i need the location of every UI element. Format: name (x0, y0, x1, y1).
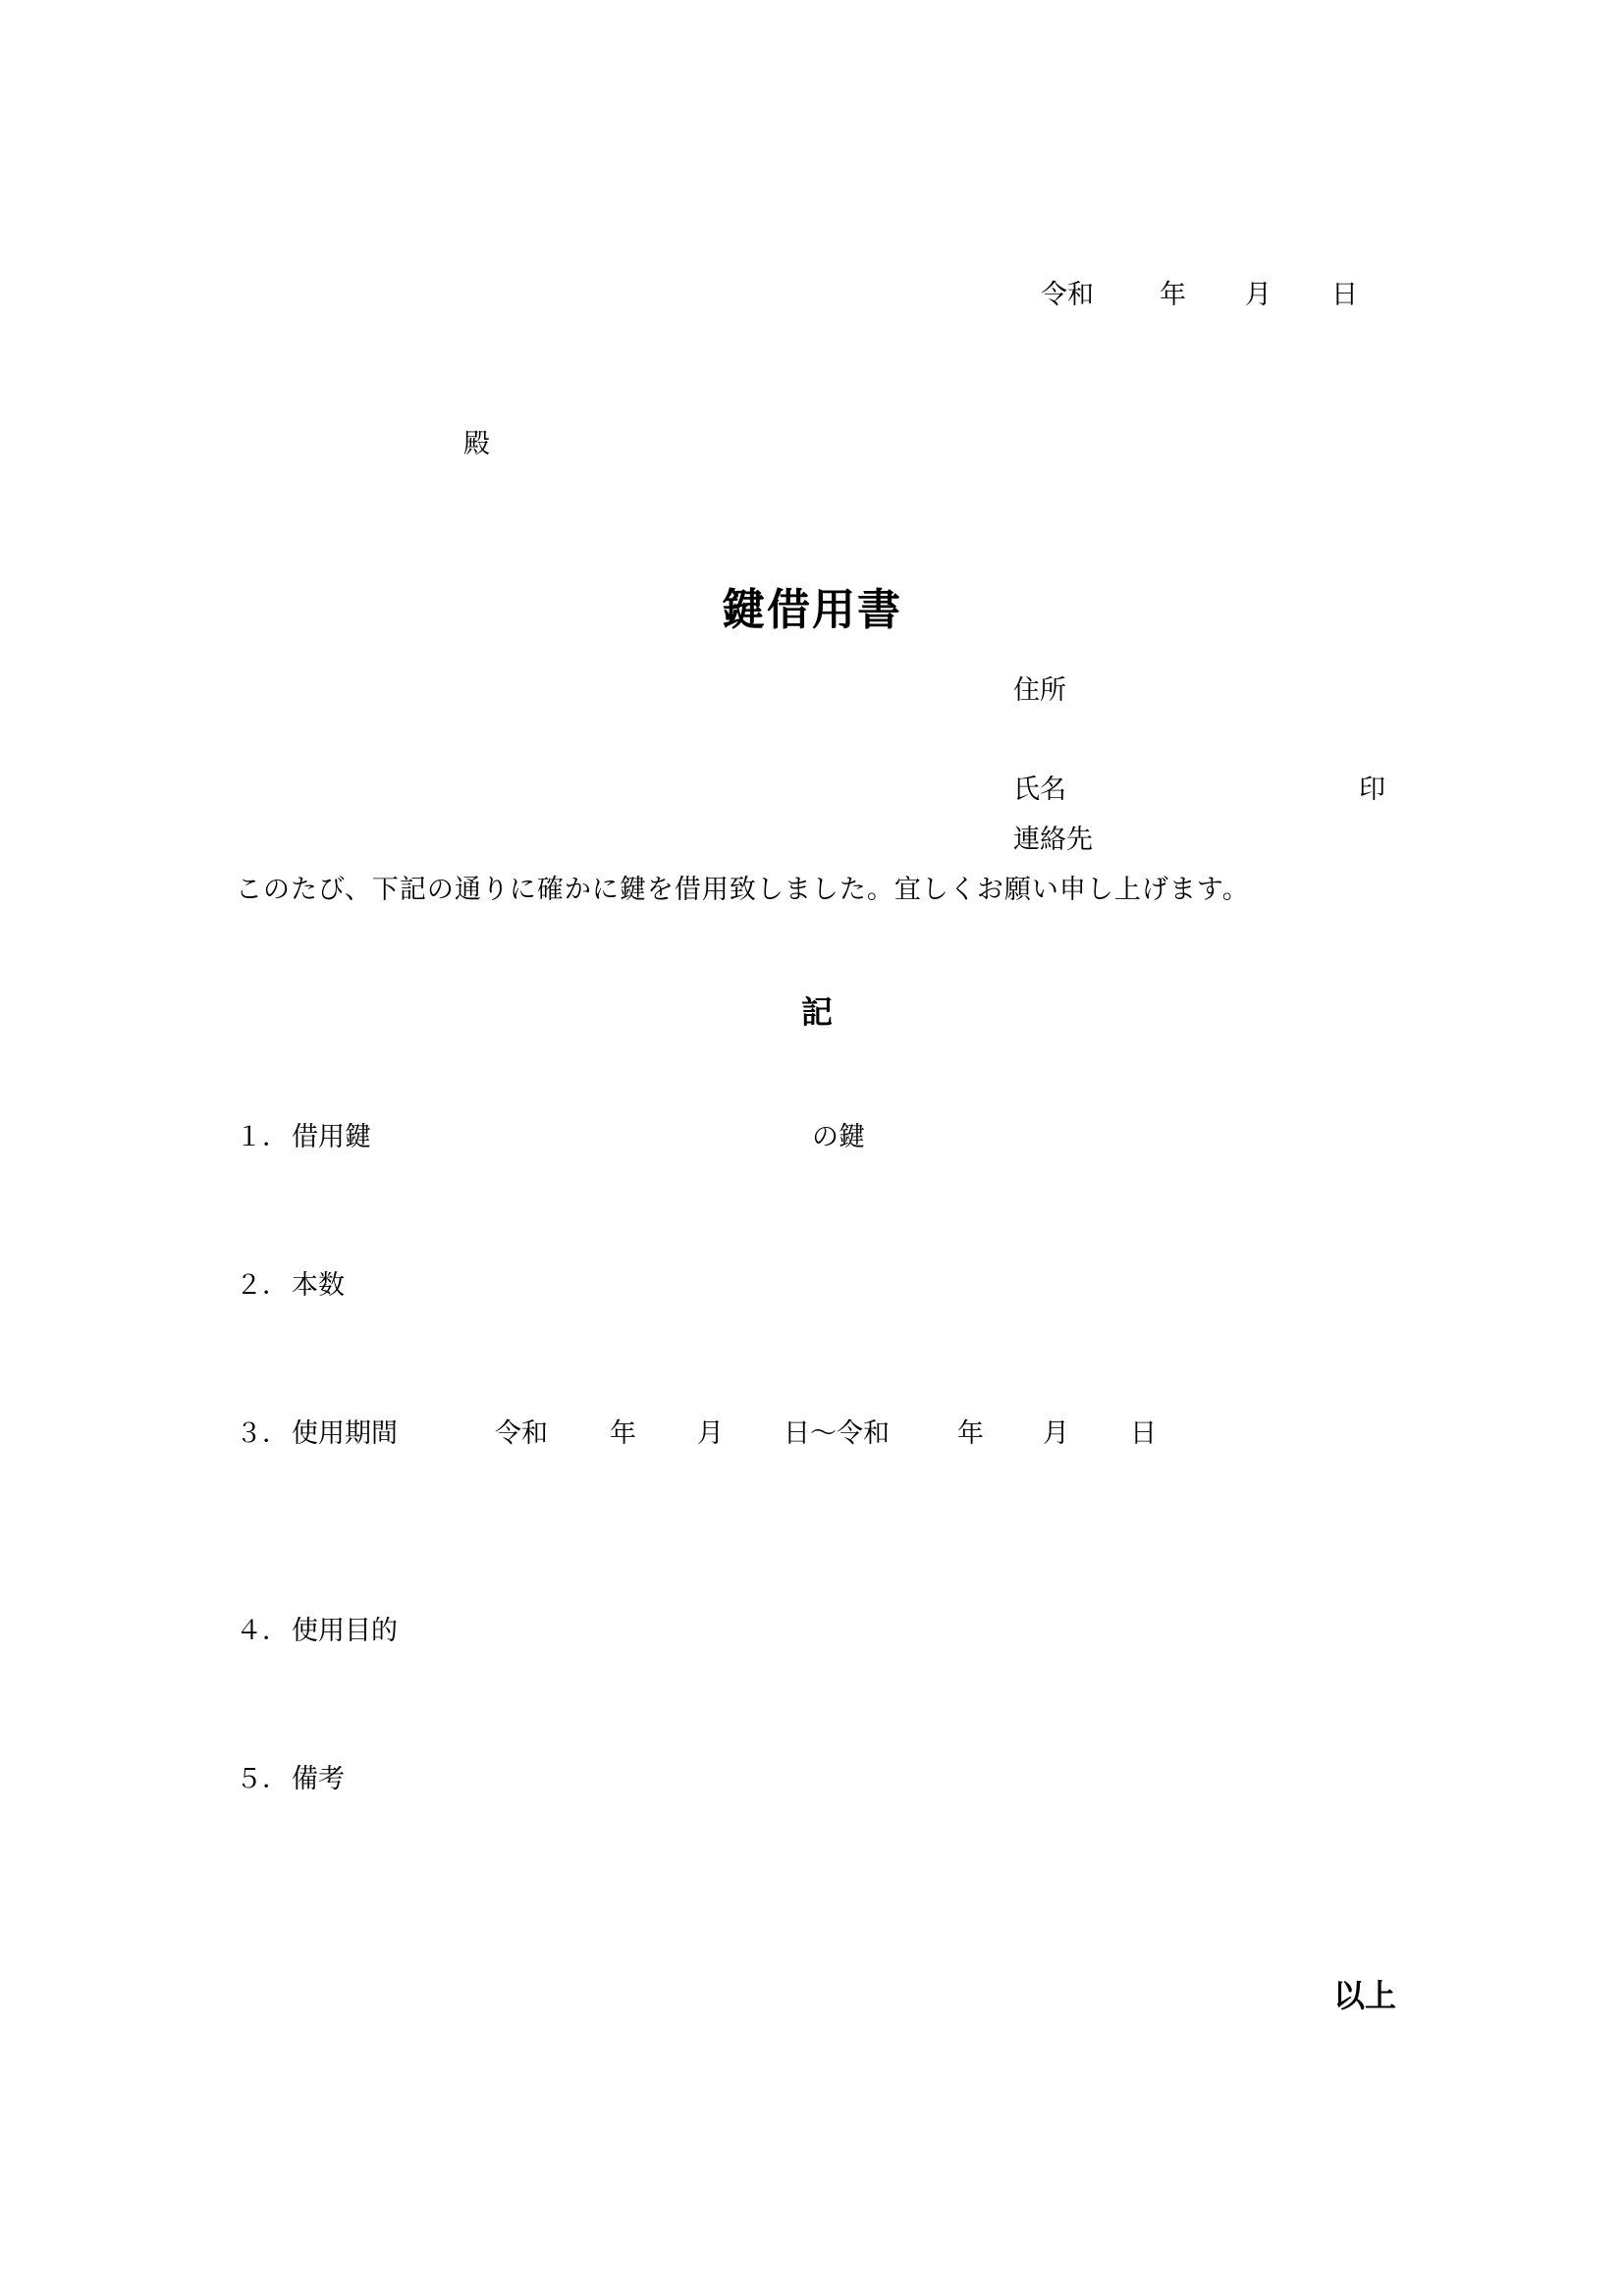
start-era: 令和 (495, 1418, 548, 1449)
item-number: ４． (236, 1616, 289, 1646)
item-number: ５． (236, 1764, 289, 1794)
document-title: 鍵借用書 (722, 585, 902, 635)
seal-label: 印 (1359, 774, 1385, 805)
start-year-label: 年 (610, 1418, 636, 1449)
date-year-label: 年 (1160, 280, 1186, 310)
item-label: 備考 (292, 1764, 345, 1794)
address-label: 住所 (1013, 675, 1066, 706)
closing-text: 以上 (1333, 1977, 1397, 2014)
start-month-label: 月 (697, 1418, 724, 1449)
item-label: 本数 (292, 1270, 345, 1301)
end-month-label: 月 (1043, 1418, 1069, 1449)
ki-heading: 記 (800, 993, 833, 1031)
date-era: 令和 (1041, 280, 1094, 310)
end-year-label: 年 (957, 1418, 984, 1449)
date-day-label: 日 (1331, 280, 1358, 310)
item-number: ２． (236, 1270, 289, 1301)
end-day-label: 日 (1130, 1418, 1157, 1449)
item-label: 使用期間 (292, 1418, 398, 1449)
statement-text: このたび、下記の通りに確かに鍵を借用致しました。宜しくお願い申し上げます。 (236, 875, 1250, 905)
item-suffix: の鍵 (812, 1122, 865, 1152)
item-label: 借用鍵 (292, 1122, 371, 1152)
item-number: １． (236, 1122, 289, 1152)
item-label: 使用目的 (292, 1616, 398, 1646)
contact-label: 連絡先 (1013, 825, 1093, 855)
name-label: 氏名 (1013, 774, 1066, 805)
recipient-honorific: 殿 (463, 429, 490, 459)
item-number: ３． (236, 1418, 289, 1449)
start-day-to-era: 日～令和 (784, 1418, 890, 1449)
date-month-label: 月 (1245, 280, 1272, 310)
